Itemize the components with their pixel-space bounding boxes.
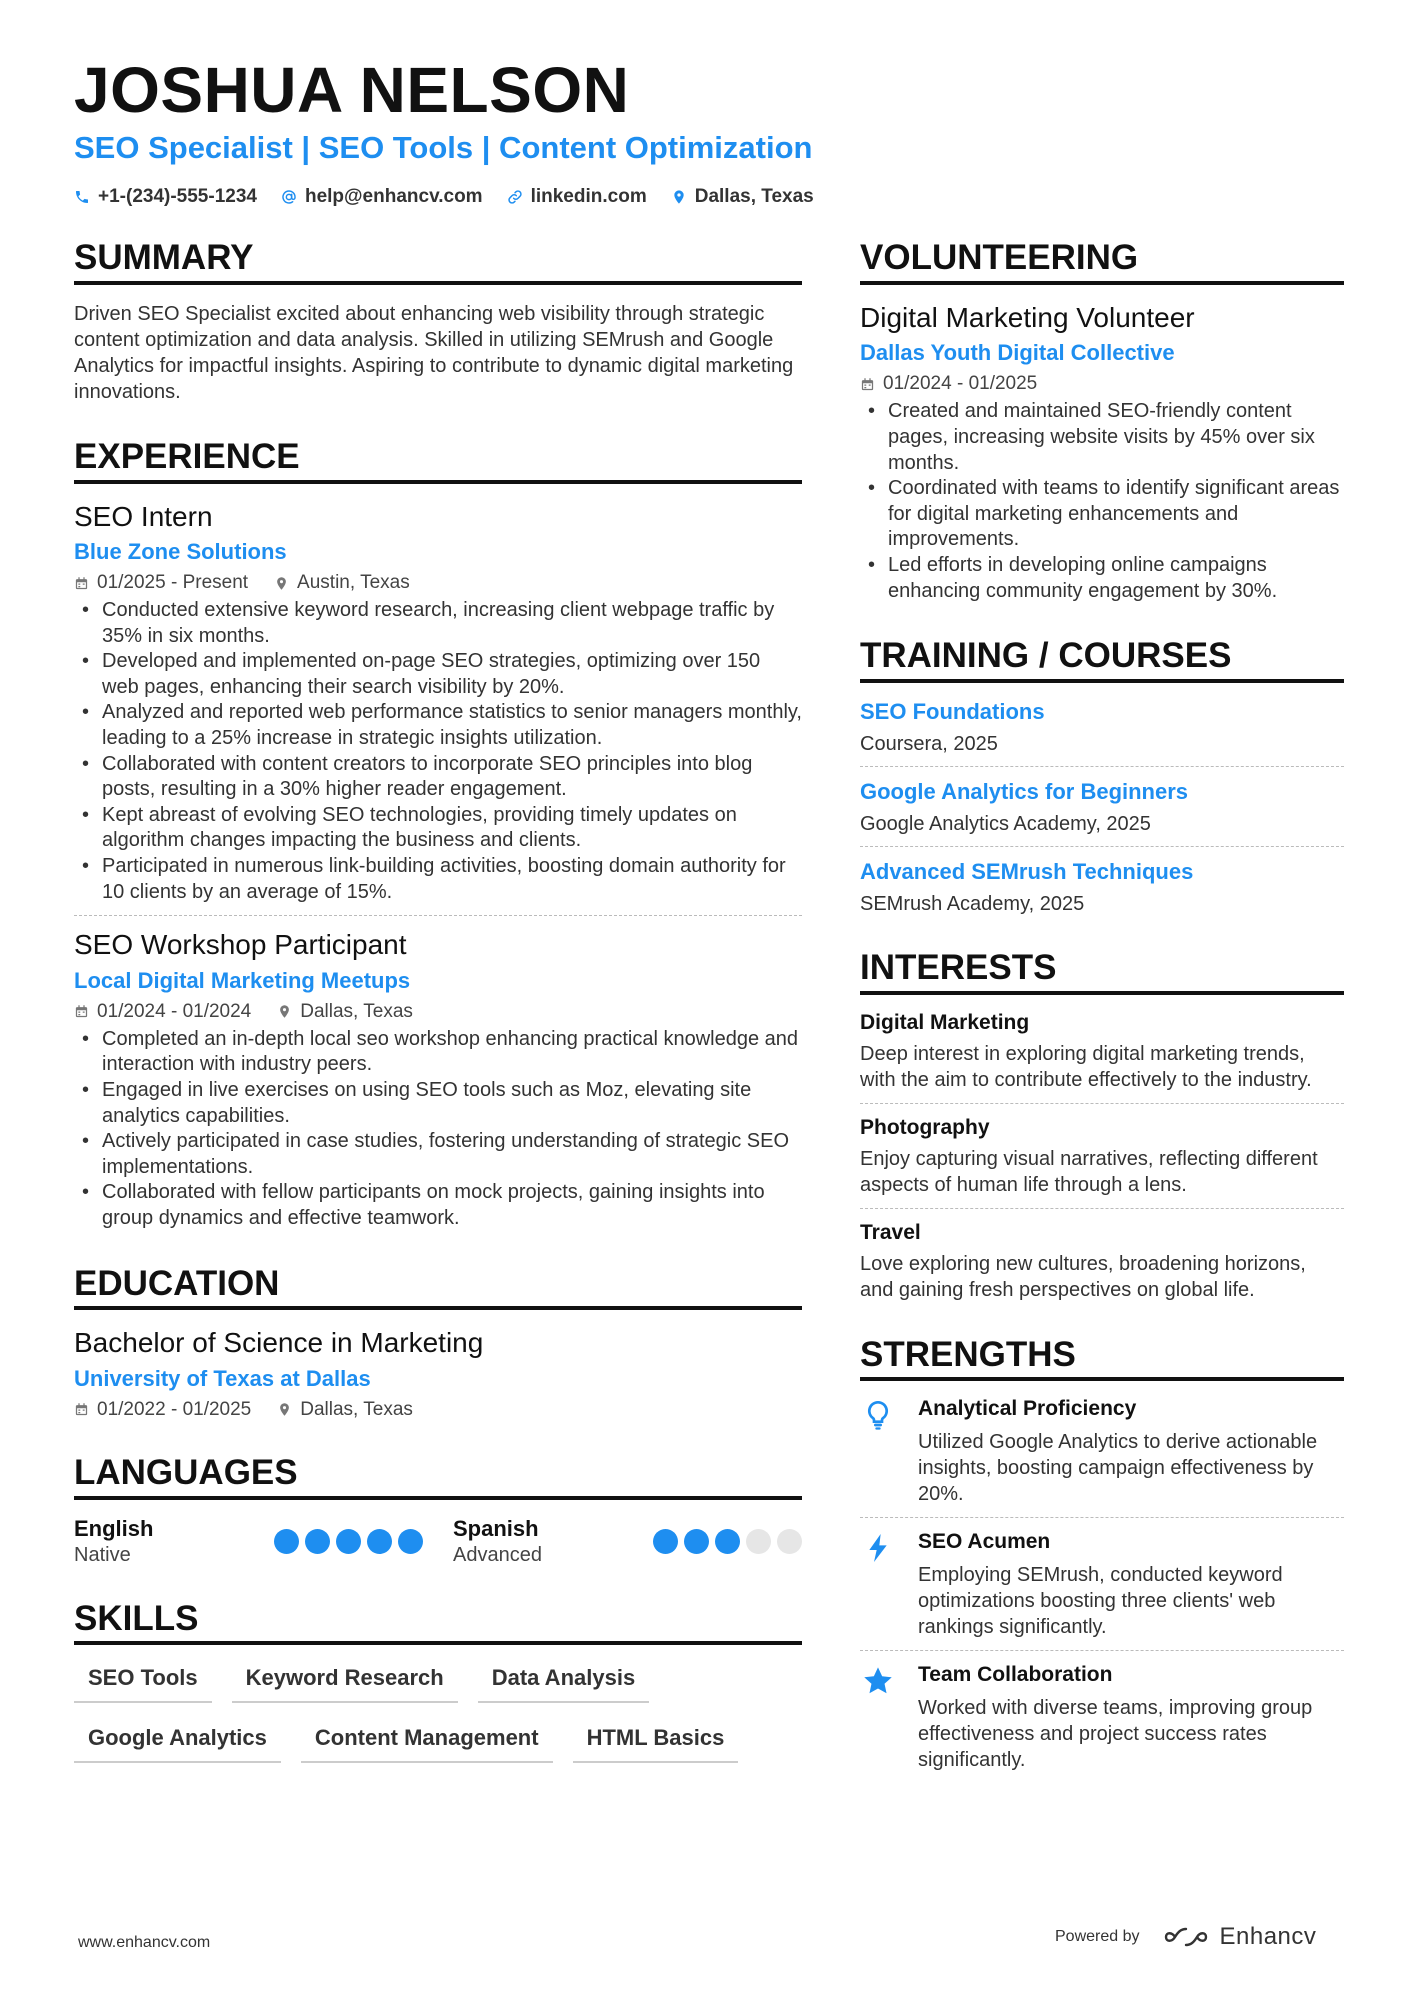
location-pin-icon — [274, 576, 289, 591]
experience-entry — [74, 500, 802, 906]
strength-icon-wrap — [860, 1397, 896, 1507]
job-location — [277, 1001, 413, 1023]
location-text: Dallas, Texas — [300, 1000, 413, 1022]
course-item — [860, 859, 1344, 916]
language-item — [74, 1516, 423, 1567]
calendar-icon — [74, 1402, 89, 1417]
job-location — [274, 572, 410, 594]
link-icon — [507, 189, 523, 205]
rating-dot-filled — [653, 1529, 678, 1554]
strengths-section — [860, 1334, 1344, 1774]
phone-text: +1-(234)-555-1234 — [98, 186, 257, 207]
rating-dot-empty — [777, 1529, 802, 1554]
skills-section — [74, 1598, 802, 1764]
summary-section — [74, 240, 802, 405]
course-provider: Google Analytics Academy, 2025 — [860, 812, 1151, 835]
rating-dot-filled — [274, 1529, 299, 1554]
section-title: LANGUAGES — [74, 1455, 802, 1500]
volunteer-meta — [860, 373, 1344, 395]
footer-url[interactable]: www.enhancv.com — [78, 1934, 211, 1951]
volunteer-org: Dallas Youth Digital Collective — [860, 340, 1175, 366]
section-title: SKILLS — [74, 1601, 802, 1646]
language-name: Spanish — [453, 1515, 539, 1541]
summary-text: Driven SEO Specialist excited about enhancing web visibility through strategic content optimization and data analysis. Skilled in utilizing SEMrush and Google Analytics for impactful insights. Aspiring to contribute to dynamic digital marketing innovations. — [74, 302, 794, 403]
language-name: English — [74, 1515, 154, 1541]
course-provider: Coursera, 2025 — [860, 732, 998, 755]
strength-icon-wrap — [860, 1530, 896, 1640]
strength-name: Team Collaboration — [918, 1663, 1113, 1687]
interest-name: Photography — [860, 1115, 990, 1139]
rating-dot-filled — [336, 1529, 361, 1554]
location-text: Austin, Texas — [297, 572, 410, 594]
calendar-icon — [74, 576, 89, 591]
interest-item — [860, 1116, 1344, 1198]
skill-tag: Keyword Research — [232, 1661, 458, 1703]
skills-list — [74, 1661, 802, 1763]
lightning-icon — [862, 1532, 894, 1564]
list-item: • Actively participated in case studies, fostering understanding of strategic SEO implementations. — [74, 1129, 802, 1180]
list-item: • Developed and implemented on-page SEO strategies, optimizing over 150 web pages, enhancing their search visibility by 20%. — [74, 649, 802, 700]
language-rating — [653, 1529, 802, 1554]
course-provider: SEMrush Academy, 2025 — [860, 892, 1085, 915]
interests-section — [860, 947, 1344, 1303]
skill-tag: SEO Tools — [74, 1661, 212, 1703]
dates-text: 01/2024 - 01/2025 — [883, 373, 1038, 395]
strength-item — [860, 1530, 1344, 1640]
contact-linkedin[interactable] — [507, 186, 647, 208]
strength-desc: Employing SEMrush, conducted keyword optimizations boosting three clients' web rankings significantly. — [918, 1564, 1283, 1639]
list-item: • Analyzed and reported web performance statistics to senior managers monthly, leading to a 25% increase in strategic insights utilization. — [74, 700, 802, 751]
strength-name: SEO Acumen — [918, 1530, 1051, 1554]
section-title: EXPERIENCE — [74, 439, 802, 484]
rating-dot-empty — [746, 1529, 771, 1554]
enhancv-logo-icon — [1164, 1926, 1208, 1948]
volunteer-bullets — [860, 399, 1344, 604]
location-pin-icon — [277, 1004, 292, 1019]
list-item: • Kept abreast of evolving SEO technologies, providing timely updates on algorithm changes impacting the business and clients. — [74, 803, 802, 854]
interest-desc: Deep interest in exploring digital marketing trends, with the aim to contribute effectively to the industry. — [860, 1042, 1312, 1091]
interest-item — [860, 1221, 1344, 1303]
section-title: VOLUNTEERING — [860, 240, 1344, 285]
powered-by-text: Powered by — [1055, 1928, 1140, 1945]
language-level: Advanced — [453, 1543, 542, 1566]
section-title: SUMMARY — [74, 240, 802, 285]
contact-bar — [74, 186, 814, 208]
rating-dot-filled — [398, 1529, 423, 1554]
section-title: TRAINING / COURSES — [860, 638, 1344, 683]
languages-section — [74, 1452, 802, 1567]
section-title: EDUCATION — [74, 1266, 802, 1311]
job-dates — [74, 1001, 251, 1023]
course-name: SEO Foundations — [860, 698, 1045, 724]
company-name: Local Digital Marketing Meetups — [74, 967, 411, 993]
skill-tag: Google Analytics — [74, 1721, 281, 1763]
rating-dot-filled — [684, 1529, 709, 1554]
linkedin-text: linkedin.com — [530, 186, 647, 207]
list-item: • Led efforts in developing online campaigns enhancing community engagement by 30%. — [860, 553, 1344, 604]
divider — [860, 1103, 1344, 1104]
brand-name: Enhancv — [1219, 1923, 1317, 1950]
location-text: Dallas, Texas — [694, 186, 814, 207]
strength-desc: Worked with diverse teams, improving group effectiveness and project success rates significantly. — [918, 1697, 1313, 1772]
experience-section — [74, 436, 802, 1232]
divider — [860, 1517, 1344, 1518]
list-item: • Engaged in live exercises on using SEO tools such as Moz, elevating site analytics capabilities. — [74, 1078, 802, 1129]
strength-desc: Utilized Google Analytics to derive actionable insights, boosting campaign effectiveness by 20%. — [918, 1431, 1318, 1506]
location-text: Dallas, Texas — [300, 1398, 413, 1420]
list-item: • Coordinated with teams to identify significant areas for digital marketing enhancements and improvements. — [860, 476, 1344, 553]
language-level: Native — [74, 1543, 131, 1566]
volunteering-section — [860, 240, 1344, 604]
experience-entry — [74, 928, 802, 1231]
interest-desc: Enjoy capturing visual narratives, reflecting different aspects of human life through a lens. — [860, 1147, 1318, 1196]
divider — [74, 915, 802, 916]
location-pin-icon — [277, 1402, 292, 1417]
location-pin-icon — [671, 189, 687, 205]
school-name: University of Texas at Dallas — [74, 1365, 371, 1391]
section-title: STRENGTHS — [860, 1337, 1344, 1382]
lightbulb-icon — [862, 1399, 894, 1431]
interest-name: Travel — [860, 1220, 921, 1244]
contact-location — [671, 186, 814, 208]
job-title: SEO Intern — [74, 500, 213, 532]
education-location — [277, 1399, 413, 1421]
volunteer-role: Digital Marketing Volunteer — [860, 301, 1195, 333]
skill-tag: HTML Basics — [573, 1721, 739, 1763]
language-rating — [274, 1529, 423, 1554]
education-dates — [74, 1399, 251, 1421]
strength-icon-wrap — [860, 1663, 896, 1773]
rating-dot-filled — [305, 1529, 330, 1554]
job-dates — [74, 572, 248, 594]
dates-text: 01/2022 - 01/2025 — [97, 1398, 252, 1420]
divider — [860, 1208, 1344, 1209]
candidate-name: JOSHUA NELSON — [74, 54, 630, 126]
divider — [860, 1650, 1344, 1651]
contact-email[interactable] — [281, 186, 483, 208]
job-meta — [74, 572, 802, 594]
strength-item — [860, 1397, 1344, 1507]
list-item: • Completed an in-depth local seo workshop enhancing practical knowledge and interaction with industry peers. — [74, 1027, 802, 1078]
list-item: • Created and maintained SEO-friendly content pages, increasing website visits by 45% over six months. — [860, 399, 1344, 476]
enhancv-logo[interactable] — [1164, 1923, 1317, 1951]
dates-text: 01/2024 - 01/2024 — [97, 1000, 252, 1022]
list-item: • Collaborated with fellow participants on mock projects, gaining insights into group dynamics and effective teamwork. — [74, 1180, 802, 1231]
dates-text: 01/2025 - Present — [97, 572, 249, 594]
list-item: • Collaborated with content creators to incorporate SEO principles into blog posts, resulting in a 30% higher reader engagement. — [74, 752, 802, 803]
course-item — [860, 779, 1344, 836]
strength-name: Analytical Proficiency — [918, 1397, 1137, 1421]
strength-item — [860, 1663, 1344, 1773]
candidate-headline: SEO Specialist | SEO Tools | Content Optimization — [74, 130, 813, 165]
section-title: INTERESTS — [860, 950, 1344, 995]
skill-tag: Content Management — [301, 1721, 553, 1763]
right-column — [860, 240, 1344, 1807]
course-item — [860, 699, 1344, 756]
training-section — [860, 638, 1344, 916]
divider — [860, 766, 1344, 767]
footer-brand — [1055, 1923, 1316, 1951]
interest-desc: Love exploring new cultures, broadening horizons, and gaining fresh perspectives on global life. — [860, 1252, 1306, 1301]
course-name: Google Analytics for Beginners — [860, 778, 1189, 804]
company-name: Blue Zone Solutions — [74, 539, 287, 565]
contact-phone[interactable] — [74, 186, 257, 208]
volunteer-dates — [860, 373, 1037, 395]
list-item: • Participated in numerous link-building activities, boosting domain authority for 10 clients by an average of 15%. — [74, 854, 802, 905]
job-title: SEO Workshop Participant — [74, 929, 407, 961]
phone-icon — [74, 189, 90, 205]
at-icon — [281, 189, 297, 205]
language-item — [453, 1516, 802, 1567]
left-column — [74, 240, 802, 1797]
languages-list — [74, 1516, 802, 1567]
interest-item — [860, 1011, 1344, 1093]
interest-name: Digital Marketing — [860, 1010, 1030, 1034]
course-name: Advanced SEMrush Techniques — [860, 858, 1194, 884]
rating-dot-filled — [367, 1529, 392, 1554]
star-icon — [862, 1665, 894, 1697]
job-meta — [74, 1001, 802, 1023]
education-section — [74, 1263, 802, 1421]
job-bullets — [74, 1027, 802, 1232]
list-item: • Conducted extensive keyword research, increasing client webpage traffic by 35% in six months. — [74, 598, 802, 649]
calendar-icon — [74, 1004, 89, 1019]
rating-dot-filled — [715, 1529, 740, 1554]
calendar-icon — [860, 377, 875, 392]
job-bullets — [74, 598, 802, 905]
divider — [860, 846, 1344, 847]
degree-title: Bachelor of Science in Marketing — [74, 1327, 484, 1359]
skill-tag: Data Analysis — [478, 1661, 649, 1703]
education-meta — [74, 1399, 802, 1421]
email-text: help@enhancv.com — [304, 186, 483, 207]
